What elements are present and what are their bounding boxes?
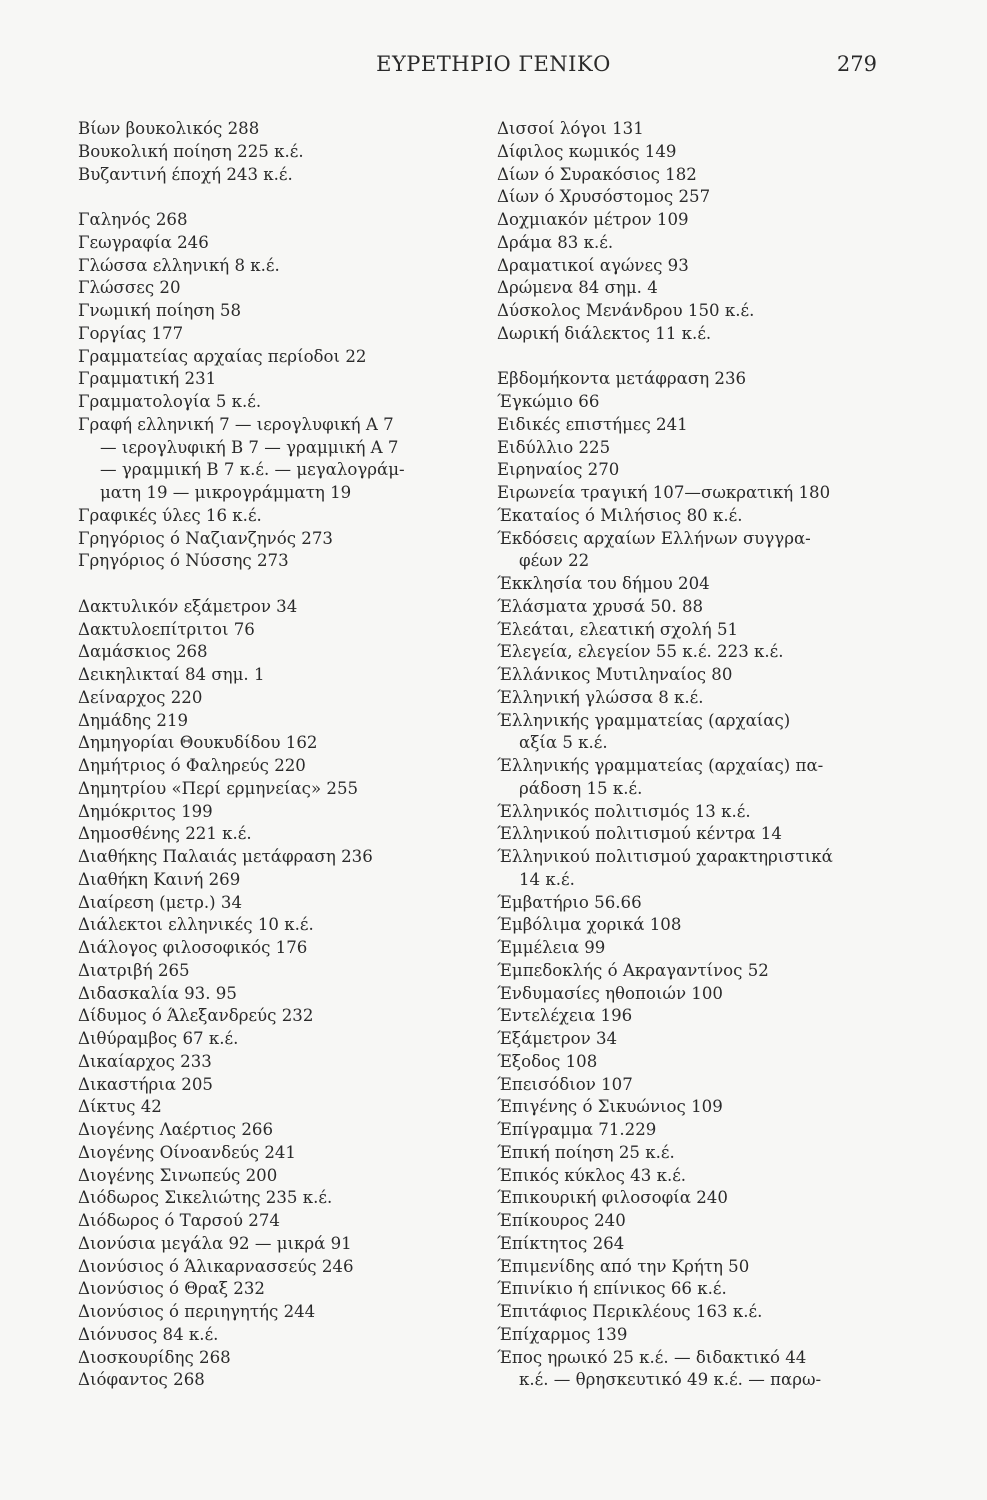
index-entry-line: Δημήτριος ό Φαληρεύς 220: [78, 756, 306, 775]
index-entry-line: Γεωγραφία 246: [78, 232, 209, 252]
index-entry-line: Έλληνικής γραμματείας (αρχαίας) πα-: [497, 756, 824, 775]
index-entry: [78, 687, 463, 710]
index-entry-line: Έπίγραμμα 71.229: [497, 1120, 657, 1139]
index-entry-line: Έπίχαρμος 139: [497, 1324, 628, 1344]
index-entry-line: Έξοδος 108: [497, 1051, 598, 1071]
index-entry-line: Δημητρίου «Περί ερμηνείας» 255: [78, 778, 359, 798]
index-entry: [497, 255, 882, 278]
index-entry-line: Δίδυμος ό Άλεξανδρεύς 232: [78, 1006, 314, 1026]
index-entry: [497, 687, 882, 710]
index-entry: [78, 1233, 463, 1256]
index-entry-line: Δύσκολος Μενάνδρου 150 κ.έ.: [497, 301, 755, 320]
index-entry: [497, 641, 882, 664]
index-entry: [497, 710, 882, 756]
page-number: 279: [836, 52, 877, 76]
index-entry-line: Διατριβή 265: [78, 960, 190, 980]
index-entry-line: Διόδωρος Σικελιώτης 235 κ.έ.: [78, 1188, 333, 1208]
index-entry-line: Εβδομήκοντα μετάφραση 236: [497, 369, 747, 389]
index-entry: [78, 323, 463, 346]
index-entry-line: Διόνυσος 84 κ.έ.: [78, 1324, 219, 1344]
index-entry-line: Δωρική διάλεκτος 11 κ.έ.: [497, 323, 712, 343]
index-entry: [78, 914, 463, 937]
index-entry: [497, 1051, 882, 1074]
index-entry-line: Έπιτάφιος Περικλέους 163 κ.έ.: [497, 1302, 763, 1321]
index-entry: [78, 505, 463, 528]
index-entry: [497, 573, 882, 596]
index-entry: [497, 209, 882, 232]
index-entry-line: Διόδωρος ό Ταρσού 274: [78, 1211, 280, 1230]
index-entry-line: Διάλογος φιλοσοφικός 176: [78, 938, 308, 957]
letter-group-gap: [78, 573, 463, 596]
index-entry-line: Γραμματική 231: [78, 369, 217, 389]
index-entry: [78, 1165, 463, 1188]
index-column-left: [78, 118, 463, 1392]
index-entry: [78, 277, 463, 300]
index-entry-continuation: φέων 22: [519, 551, 590, 571]
index-entry: [497, 368, 882, 391]
index-entry: [78, 846, 463, 869]
index-entry: [497, 937, 882, 960]
index-entry-line: Γλώσσα ελληνική 8 κ.έ.: [78, 255, 280, 275]
index-entry-line: Διονύσιος ό περιηγητής 244: [78, 1302, 316, 1321]
index-entry-line: Δημάδης 219: [78, 710, 189, 730]
index-entry-line: Γραφή ελληνική 7 — ιερογλυφική Α 7: [78, 414, 394, 434]
index-entry-line: Έντελέχεια 196: [497, 1006, 633, 1026]
index-entry: [497, 1210, 882, 1233]
index-entry-line: Ειδικές επιστήμες 241: [497, 414, 688, 434]
index-entry-line: Δράμα 83 κ.έ.: [497, 232, 614, 252]
index-entry: [497, 664, 882, 687]
index-entry: [497, 846, 882, 892]
index-entry-line: Δημόκριτος 199: [78, 801, 213, 821]
index-entry-line: Διοσκουρίδης 268: [78, 1347, 231, 1367]
index-entry-line: Διονύσια μεγάλα 92 — μικρά 91: [78, 1233, 352, 1253]
index-entry: [497, 1233, 882, 1256]
index-entry-line: Έλεάται, ελεατική σχολή 51: [497, 619, 739, 639]
index-entry-line: Ειδύλλιο 225: [497, 437, 611, 457]
index-entry: [497, 1119, 882, 1142]
index-entry-line: Δικαίαρχος 233: [78, 1051, 212, 1071]
index-entry-continuation: ματη 19 — μικρογράμματη 19: [100, 483, 352, 502]
index-entry: [497, 1005, 882, 1028]
index-entry-line: Έμβόλιμα χορικά 108: [497, 915, 682, 935]
index-entry: [497, 186, 882, 209]
index-entry: [497, 118, 882, 141]
index-column-right: [497, 118, 882, 1392]
index-entry: [78, 778, 463, 801]
index-entry: [497, 232, 882, 255]
index-entry-line: Γνωμική ποίηση 58: [78, 301, 242, 320]
index-entry-line: Έπικουρική φιλοσοφία 240: [497, 1188, 728, 1208]
index-entry-line: Ειρηναίος 270: [497, 460, 620, 480]
index-entry: [78, 1096, 463, 1119]
index-entry-line: Έκδόσεις αρχαίων Ελλήνων συγγρα-: [497, 528, 811, 548]
index-entry-line: Διαθήκης Παλαιάς μετάφραση 236: [78, 847, 373, 866]
index-entry-line: Διάλεκτοι ελληνικές 10 κ.έ.: [78, 915, 314, 935]
index-entry: [497, 823, 882, 846]
index-entry: [497, 914, 882, 937]
index-entry: [497, 801, 882, 824]
index-entry: [497, 1256, 882, 1279]
index-entry: [78, 255, 463, 278]
index-entry-line: Γαληνός 268: [78, 210, 188, 229]
page-title: ΕΥΡΕΤΗΡΙΟ ΓΕΝΙΚΟ: [376, 52, 611, 76]
index-entry: [78, 391, 463, 414]
index-entry: [497, 437, 882, 460]
index-entry-line: Διαθήκη Καινή 269: [78, 869, 241, 889]
index-entry: [497, 277, 882, 300]
index-entry-line: Έλλάνικος Μυτιληναίος 80: [497, 665, 733, 684]
index-entry: [497, 482, 882, 505]
index-entry: [78, 1210, 463, 1233]
index-entry: [497, 414, 882, 437]
index-entry-line: Έμβατήριο 56.66: [497, 892, 642, 912]
index-entry: [78, 983, 463, 1006]
index-entry: [78, 209, 463, 232]
index-entry: [78, 1278, 463, 1301]
index-entry: [78, 368, 463, 391]
index-entry: [497, 892, 882, 915]
index-entry-line: Έμμέλεια 99: [497, 938, 606, 957]
index-entry: [497, 459, 882, 482]
index-entry-line: Δραματικοί αγώνες 93: [497, 255, 689, 275]
index-entry: [78, 1142, 463, 1165]
index-entry: [78, 641, 463, 664]
index-entry: [497, 1096, 882, 1119]
index-entry: [497, 755, 882, 801]
index-entry-line: Διογένης Οίνοανδεύς 241: [78, 1142, 296, 1162]
index-entry: [78, 710, 463, 733]
index-entry-continuation: κ.έ. — θρησκευτικό 49 κ.έ. — παρω-: [519, 1370, 822, 1390]
index-entry-line: Διαίρεση (μετρ.) 34: [78, 892, 243, 912]
index-entry-line: Διθύραμβος 67 κ.έ.: [78, 1029, 239, 1048]
index-entry-line: Διόφαντος 268: [78, 1370, 205, 1390]
index-entry-line: Έπινίκιο ή επίνικος 66 κ.έ.: [497, 1279, 727, 1299]
index-entry: [78, 232, 463, 255]
index-entry: [497, 619, 882, 642]
index-entry: [78, 1051, 463, 1074]
index-entry: [78, 1301, 463, 1324]
index-entry: [78, 414, 463, 505]
index-entry-line: Έπος ηρωικό 25 κ.έ. — διδακτικό 44: [497, 1347, 807, 1367]
index-entry-line: Γρηγόριος ό Νύσσης 273: [78, 551, 289, 571]
index-entry: [78, 550, 463, 573]
index-entry-line: Έπίκτητος 264: [497, 1233, 625, 1253]
index-entry: [497, 1301, 882, 1324]
index-entry-line: Έμπεδοκλής ό Ακραγαντίνος 52: [497, 960, 769, 980]
index-entry: [78, 1119, 463, 1142]
index-entry-line: Διδασκαλία 93. 95: [78, 983, 237, 1003]
index-entry: [497, 1028, 882, 1051]
index-entry-line: Έλληνικού πολιτισμού κέντρα 14: [497, 824, 782, 844]
index-entry-line: Δαμάσκιος 268: [78, 642, 208, 662]
index-entry-line: Δοχμιακόν μέτρον 109: [497, 210, 689, 229]
index-entry: [78, 1347, 463, 1370]
running-head: [0, 52, 987, 82]
index-entry: [78, 1028, 463, 1051]
index-entry-continuation: αξία 5 κ.έ.: [519, 733, 608, 753]
index-entry-line: Έπικός κύκλος 43 κ.έ.: [497, 1165, 687, 1185]
index-entry-continuation: — γραμμική Β 7 κ.έ. — μεγαλογράμ-: [100, 460, 405, 480]
index-entry-line: Ένδυμασίες ηθοποιών 100: [497, 983, 723, 1003]
index-entry-line: Γοργίας 177: [78, 323, 184, 343]
index-entry-line: Έπεισόδιον 107: [497, 1074, 633, 1094]
index-entry-line: Έλληνικός πολιτισμός 13 κ.έ.: [497, 801, 751, 821]
index-entry-line: Βίων βουκολικός 288: [78, 119, 260, 138]
index-entry: [497, 505, 882, 528]
index-entry: [497, 1165, 882, 1188]
index-entry: [497, 164, 882, 187]
index-entry: [78, 937, 463, 960]
index-entry: [78, 1187, 463, 1210]
index-entry: [78, 892, 463, 915]
index-entry: [78, 869, 463, 892]
index-entry: [78, 619, 463, 642]
index-entry: [78, 755, 463, 778]
index-entry-continuation: ράδοση 15 κ.έ.: [519, 778, 643, 798]
index-entry: [78, 801, 463, 824]
index-entry: [78, 596, 463, 619]
index-entry: [497, 1324, 882, 1347]
index-entry: [78, 1324, 463, 1347]
index-entry: [497, 323, 882, 346]
index-entry-line: Δισσοί λόγοι 131: [497, 119, 644, 138]
index-entry-line: Έλληνικού πολιτισμού χαρακτηριστικά: [497, 847, 833, 866]
index-entry-line: Δεικηλικταί 84 σημ. 1: [78, 665, 265, 684]
index-entry: [497, 983, 882, 1006]
index-entry-line: Δίων ό Συρακόσιος 182: [497, 164, 697, 184]
index-entry-line: Δρώμενα 84 σημ. 4: [497, 278, 658, 298]
index-entry-line: Έξάμετρον 34: [497, 1029, 618, 1048]
index-entry: [78, 141, 463, 164]
index-entry-line: Έκαταίος ό Μιλήσιος 80 κ.έ.: [497, 505, 743, 525]
index-entry-line: Γραμματείας αρχαίας περίοδοι 22: [78, 346, 367, 366]
index-entry-line: Έκκλησία του δήμου 204: [497, 574, 710, 593]
index-entry-line: Ειρωνεία τραγική 107—σωκρατική 180: [497, 483, 831, 502]
index-entry: [497, 960, 882, 983]
index-entry: [497, 1074, 882, 1097]
index-entry-line: Γραφικές ύλες 16 κ.έ.: [78, 505, 262, 525]
index-entry-line: Διονύσιος ό Άλικαρνασσεύς 246: [78, 1256, 354, 1276]
index-entry: [497, 1187, 882, 1210]
letter-group-gap: [78, 186, 463, 209]
index-entry: [78, 1256, 463, 1279]
index-entry: [78, 1369, 463, 1392]
index-entry: [78, 118, 463, 141]
index-entry-line: Δακτυλικόν εξάμετρον 34: [78, 596, 298, 616]
index-entry: [78, 300, 463, 323]
index-entry-line: Δίκτυς 42: [78, 1097, 162, 1117]
index-entry-line: Έπίκουρος 240: [497, 1211, 626, 1230]
index-entry: [497, 1142, 882, 1165]
index-entry-line: Δημοσθένης 221 κ.έ.: [78, 824, 252, 844]
index-entry-line: Δημηγορίαι Θουκυδίδου 162: [78, 733, 318, 753]
index-entry-line: Διονύσιος ό Θραξ 232: [78, 1279, 265, 1299]
index-entry: [497, 1347, 882, 1393]
index-entry-line: Δείναρχος 220: [78, 687, 203, 707]
index-entry-line: Έλεγεία, ελεγείον 55 κ.έ. 223 κ.έ.: [497, 642, 784, 662]
index-entry-line: Δικαστήρια 205: [78, 1074, 213, 1094]
letter-group-gap: [497, 346, 882, 369]
index-entry-line: Βουκολική ποίηση 225 κ.έ.: [78, 141, 304, 161]
index-entry-line: Έλληνική γλώσσα 8 κ.έ.: [497, 687, 704, 707]
index-entry: [497, 391, 882, 414]
index-entry: [78, 346, 463, 369]
index-entry-continuation: — ιερογλυφική Β 7 — γραμμική Α 7: [100, 437, 399, 457]
index-entry-line: Έπιγένης ό Σικυώνιος 109: [497, 1097, 723, 1117]
index-entry: [78, 960, 463, 983]
index-entry: [78, 732, 463, 755]
index-entry: [78, 528, 463, 551]
index-entry-line: Έγκώμιο 66: [497, 392, 600, 411]
index-entry-line: Έπιμενίδης από την Κρήτη 50: [497, 1256, 750, 1276]
index-entry-line: Γραμματολογία 5 κ.έ.: [78, 392, 262, 411]
index-entry-line: Γλώσσες 20: [78, 278, 181, 298]
index-entry-line: Βυζαντινή έποχή 243 κ.έ.: [78, 164, 293, 184]
index-entry: [497, 528, 882, 574]
index-entry-line: Δίφιλος κωμικός 149: [497, 141, 677, 161]
index-entry: [497, 1278, 882, 1301]
index-entry: [78, 1074, 463, 1097]
index-entry-line: Γρηγόριος ό Ναζιανζηνός 273: [78, 528, 333, 548]
index-entry-line: Δακτυλοεπίτριτοι 76: [78, 619, 255, 639]
index-entry-line: Έλάσματα χρυσά 50. 88: [497, 596, 704, 616]
index-entry: [78, 823, 463, 846]
index-entry: [497, 141, 882, 164]
index-entry: [78, 664, 463, 687]
index-entry: [497, 300, 882, 323]
index-entry-line: Διογένης Σινωπεύς 200: [78, 1165, 278, 1185]
index-entry: [78, 1005, 463, 1028]
index-entry-continuation: 14 κ.έ.: [519, 869, 575, 889]
index-entry: [78, 164, 463, 187]
index-entry-line: Διογένης Λαέρτιος 266: [78, 1120, 274, 1139]
index-entry: [497, 596, 882, 619]
index-entry-line: Έπική ποίηση 25 κ.έ.: [497, 1142, 675, 1162]
index-entry-line: Έλληνικής γραμματείας (αρχαίας): [497, 710, 791, 730]
index-entry-line: Δίων ό Χρυσόστομος 257: [497, 187, 711, 207]
